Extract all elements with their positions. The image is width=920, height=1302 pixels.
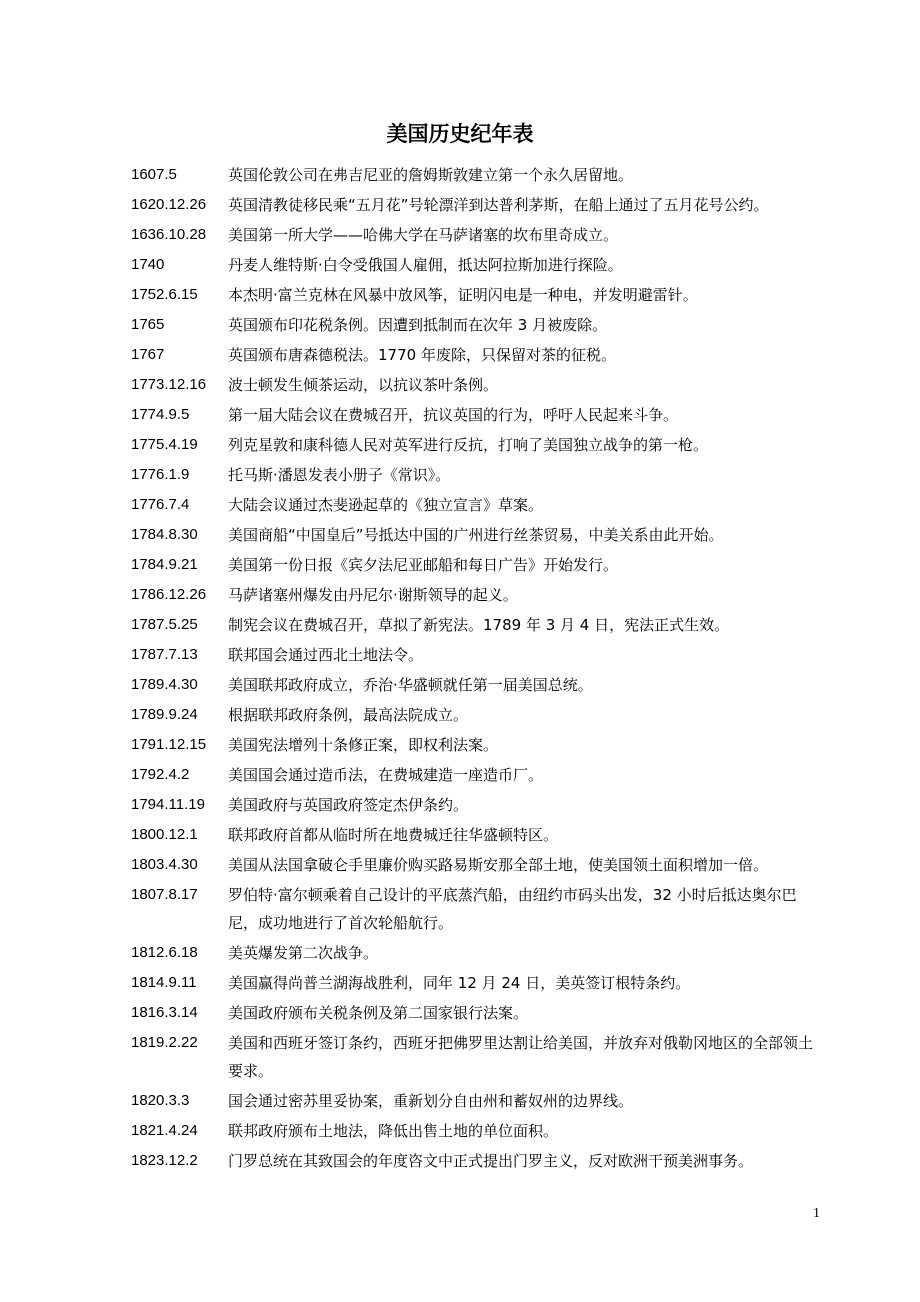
timeline-entry bbox=[131, 1087, 821, 1115]
timeline-entry bbox=[131, 731, 821, 759]
entry-text: 英国颁布印花税条例。因遭到抵制而在次年 3 月被废除。 bbox=[228, 316, 608, 334]
timeline-entry bbox=[131, 251, 821, 279]
entry-date: 1786.12.26 bbox=[131, 586, 207, 603]
timeline-entry bbox=[131, 431, 821, 459]
entry-text: 联邦国会通过西北土地法令。 bbox=[228, 646, 424, 664]
page-number: 1 bbox=[813, 1206, 820, 1221]
entry-text: 美国宪法增列十条修正案，即权利法案。 bbox=[228, 736, 499, 754]
entry-text: 美国赢得尚普兰湖海战胜利，同年 12 月 24 日，美英签订根特条约。 bbox=[228, 974, 691, 992]
timeline-entry bbox=[131, 821, 821, 849]
timeline-entry bbox=[131, 401, 821, 429]
timeline-entry bbox=[131, 551, 821, 579]
timeline-entry bbox=[131, 311, 821, 339]
entry-text: 美国政府与英国政府签定杰伊条约。 bbox=[228, 796, 469, 814]
timeline-entry bbox=[131, 851, 821, 879]
entry-date: 1773.12.16 bbox=[131, 376, 207, 393]
entry-text: 美国政府颁布关税条例及第二国家银行法案。 bbox=[228, 1004, 529, 1022]
entry-text: 美国国会通过造币法，在费城建造一座造币厂。 bbox=[228, 766, 544, 784]
entry-text: 美国从法国拿破仑手里廉价购买路易斯安那全部土地，使美国领土面积增加一倍。 bbox=[228, 856, 769, 874]
entry-date: 1792.4.2 bbox=[131, 766, 190, 783]
entry-text: 根据联邦政府条例，最高法院成立。 bbox=[228, 706, 469, 724]
entry-date: 1620.12.26 bbox=[131, 196, 207, 213]
timeline-entry bbox=[131, 191, 821, 219]
entry-date: 1803.4.30 bbox=[131, 856, 198, 873]
entry-date: 1800.12.1 bbox=[131, 826, 198, 843]
entry-date: 1820.3.3 bbox=[131, 1092, 190, 1109]
entry-date: 1784.8.30 bbox=[131, 526, 198, 543]
timeline-entry bbox=[131, 371, 821, 399]
entry-text: 英国清教徒移民乘“五月花”号轮漂洋到达普利茅斯，在船上通过了五月花号公约。 bbox=[228, 196, 769, 214]
entry-date: 1752.6.15 bbox=[131, 286, 198, 303]
entry-date: 1812.6.18 bbox=[131, 944, 198, 961]
entry-date: 1821.4.24 bbox=[131, 1122, 198, 1139]
entry-text: 英国伦敦公司在弗吉尼亚的詹姆斯敦建立第一个永久居留地。 bbox=[228, 166, 634, 184]
entry-text: 美国第一份日报《宾夕法尼亚邮船和每日广告》开始发行。 bbox=[228, 556, 619, 574]
entry-text: 国会通过密苏里妥协案，重新划分自由州和蓄奴州的边界线。 bbox=[228, 1092, 634, 1110]
entry-date: 1823.12.2 bbox=[131, 1152, 198, 1169]
entry-date: 1607.5 bbox=[131, 166, 177, 183]
entry-text: 美英爆发第二次战争。 bbox=[228, 944, 379, 962]
timeline-entry bbox=[131, 761, 821, 789]
entry-text: 制宪会议在费城召开，草拟了新宪法。1789 年 3 月 4 日，宪法正式生效。 bbox=[228, 616, 730, 634]
timeline-entry bbox=[131, 791, 821, 819]
entry-text: 第一届大陆会议在费城召开，抗议英国的行为，呼吁人民起来斗争。 bbox=[228, 406, 679, 424]
entry-text: 英国颁布唐森德税法。1770 年废除，只保留对茶的征税。 bbox=[228, 346, 616, 364]
entry-text: 联邦政府首都从临时所在地费城迁往华盛顿特区。 bbox=[228, 826, 559, 844]
entry-text: 丹麦人维特斯·白令受俄国人雇佣，抵达阿拉斯加进行探险。 bbox=[228, 256, 623, 274]
entry-date: 1789.9.24 bbox=[131, 706, 198, 723]
timeline-entry bbox=[131, 881, 821, 937]
timeline-entry bbox=[131, 221, 821, 249]
entry-text: 列克星敦和康科德人民对英军进行反抗，打响了美国独立战争的第一枪。 bbox=[228, 436, 709, 454]
entry-text: 美国和西班牙签订条约，西班牙把佛罗里达割让给美国，并放弃对俄勒冈地区的全部领土要求。 bbox=[228, 1034, 814, 1080]
entry-date: 1787.5.25 bbox=[131, 616, 198, 633]
entry-date: 1789.4.30 bbox=[131, 676, 198, 693]
entry-date: 1819.2.22 bbox=[131, 1034, 198, 1051]
entry-date: 1775.4.19 bbox=[131, 436, 198, 453]
timeline-entry bbox=[131, 969, 821, 997]
timeline-entry bbox=[131, 939, 821, 967]
entry-text: 大陆会议通过杰斐逊起草的《独立宣言》草案。 bbox=[228, 496, 544, 514]
entry-date: 1816.3.14 bbox=[131, 1004, 198, 1021]
entry-date: 1791.12.15 bbox=[131, 736, 207, 753]
entry-text: 美国第一所大学——哈佛大学在马萨诸塞的坎布里奇成立。 bbox=[228, 226, 619, 244]
timeline-entry bbox=[131, 341, 821, 369]
timeline-entry bbox=[131, 521, 821, 549]
entry-date: 1776.7.4 bbox=[131, 496, 190, 513]
entry-text: 美国商船“中国皇后”号抵达中国的广州进行丝茶贸易，中美关系由此开始。 bbox=[228, 526, 724, 544]
entry-text: 门罗总统在其致国会的年度咨文中正式提出门罗主义，反对欧洲干预美洲事务。 bbox=[228, 1152, 754, 1170]
timeline-entry bbox=[131, 1147, 821, 1175]
timeline-entry bbox=[131, 1117, 821, 1145]
entry-text: 波士顿发生倾茶运动，以抗议茶叶条例。 bbox=[228, 376, 499, 394]
entry-date: 1787.7.13 bbox=[131, 646, 198, 663]
entry-date: 1794.11.19 bbox=[131, 796, 205, 813]
timeline-entry bbox=[131, 611, 821, 639]
entry-text: 马萨诸塞州爆发由丹尼尔·谢斯领导的起义。 bbox=[228, 586, 518, 604]
entry-date: 1636.10.28 bbox=[131, 226, 207, 243]
timeline-entry bbox=[131, 671, 821, 699]
entry-text: 罗伯特·富尔顿乘着自己设计的平底蒸汽船，由纽约市码头出发，32 小时后抵达奥尔巴尼，成功地进行了首次轮船航行。 bbox=[228, 886, 797, 932]
timeline-entry bbox=[131, 999, 821, 1027]
entry-text: 联邦政府颁布土地法，降低出售土地的单位面积。 bbox=[228, 1122, 559, 1140]
timeline-entry bbox=[131, 641, 821, 669]
timeline-entry bbox=[131, 581, 821, 609]
entry-text: 美国联邦政府成立，乔治·华盛顿就任第一届美国总统。 bbox=[228, 676, 593, 694]
timeline-entry bbox=[131, 491, 821, 519]
entry-date: 1807.8.17 bbox=[131, 886, 198, 903]
page-title: 美国历史纪年表 bbox=[386, 122, 534, 146]
entry-date: 1740 bbox=[131, 256, 165, 273]
entry-date: 1776.1.9 bbox=[131, 466, 190, 483]
entry-text: 本杰明·富兰克林在风暴中放风筝，证明闪电是一种电，并发明避雷针。 bbox=[228, 286, 698, 304]
entry-text: 托马斯·潘恩发表小册子《常识》。 bbox=[228, 466, 451, 484]
timeline-entry bbox=[131, 1029, 821, 1085]
timeline-entry bbox=[131, 281, 821, 309]
timeline-list bbox=[131, 161, 821, 1177]
entry-date: 1767 bbox=[131, 346, 165, 363]
entry-date: 1765 bbox=[131, 316, 165, 333]
timeline-entry bbox=[131, 161, 821, 189]
entry-date: 1784.9.21 bbox=[131, 556, 198, 573]
timeline-entry bbox=[131, 701, 821, 729]
entry-date: 1774.9.5 bbox=[131, 406, 190, 423]
entry-date: 1814.9.11 bbox=[131, 974, 197, 991]
timeline-entry bbox=[131, 461, 821, 489]
